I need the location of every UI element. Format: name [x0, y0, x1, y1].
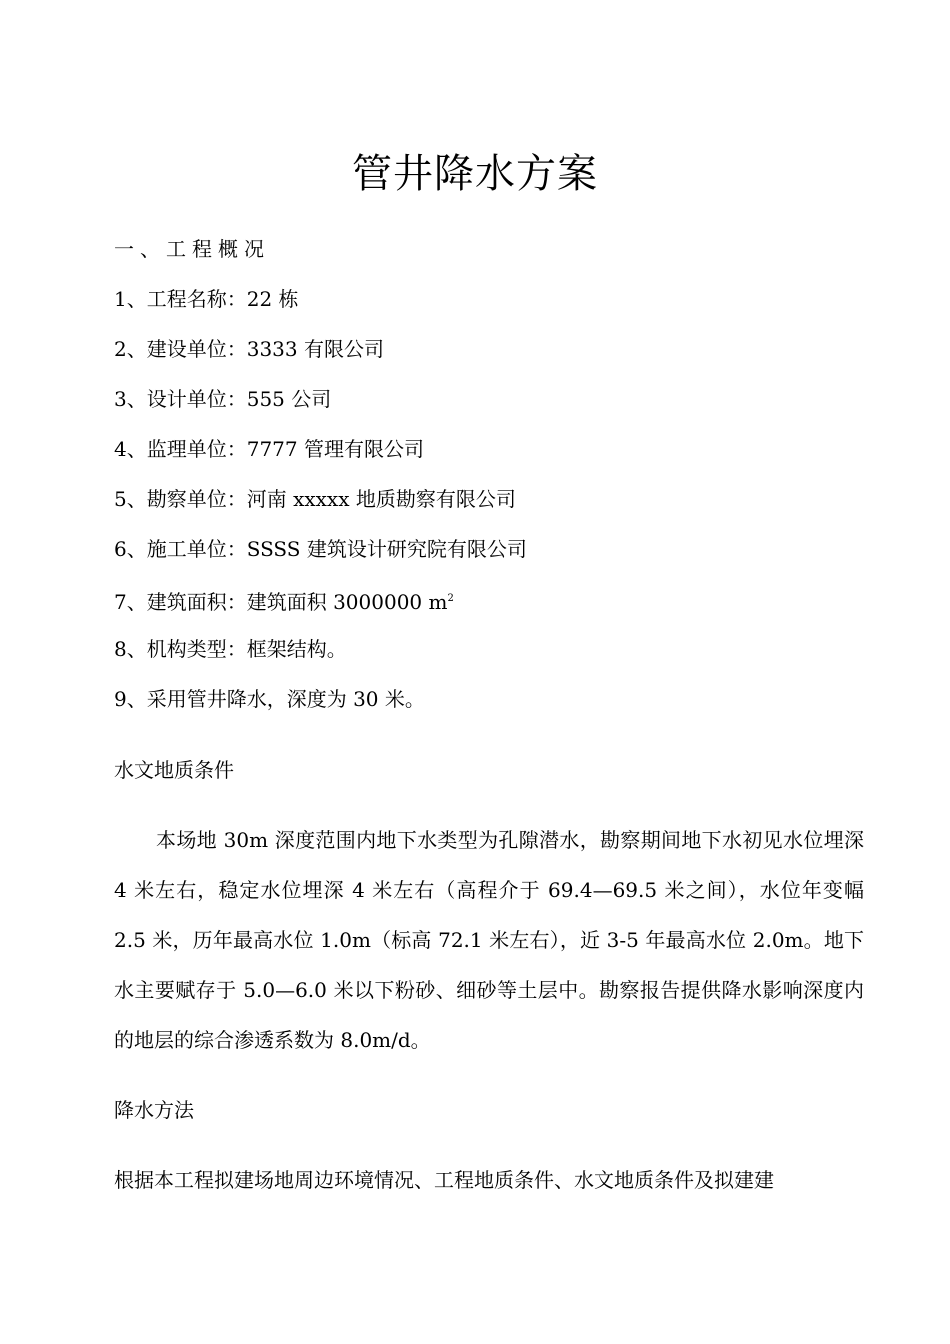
list-item-supervision-unit: 4、监理单位：7777 管理有限公司: [114, 437, 424, 461]
section-heading-dewatering-method: 降水方法: [114, 1098, 194, 1122]
dewatering-method-paragraph: 根据本工程拟建场地周边环境情况、工程地质条件、水文地质条件及拟建建: [114, 1168, 774, 1192]
list-item-design-unit: 3、设计单位：555 公司: [114, 387, 332, 411]
section-heading-project-overview: 一、工程概况: [114, 237, 270, 261]
list-item-project-name: 1、工程名称：22 栋: [114, 287, 299, 311]
list-item-construction-unit: 6、施工单位：SSSS 建筑设计研究院有限公司: [114, 537, 527, 561]
area-unit-superscript: 2: [447, 593, 454, 604]
building-area-text: 7、建筑面积：建筑面积 3000000 m: [114, 590, 448, 614]
section-heading-hydrogeology: 水文地质条件: [114, 758, 234, 782]
list-item-survey-unit: 5、勘察单位：河南 xxxxx 地质勘察有限公司: [114, 487, 516, 511]
list-item-developer: 2、建设单位：3333 有限公司: [114, 337, 384, 361]
hydrogeology-paragraph: 本场地 30m 深度范围内地下水类型为孔隙潜水，勘察期间地下水初见水位埋深 4 米左右，稳定水位埋深 4 米左右（高程介于 69.4—69.5 米之间），水位年变幅 2.5 米，历年最高水位 1.0m（标高 72.1 米左右），近 3-5 年最高水位 2.0m。地下水主要赋存于 5.0—6.0 米以下粉砂、细砂等土层中。勘察报告提供降水影响深度内的地层的综合渗透系数为 8.0m/d。: [114, 828, 864, 1052]
list-item-building-area: [114, 584, 454, 617]
list-item-structure-type: 8、机构类型：框架结构。: [114, 637, 347, 661]
list-item-dewatering-method: 9、采用管井降水，深度为 30 米。: [114, 687, 425, 711]
document-title: 管井降水方案: [352, 151, 598, 197]
